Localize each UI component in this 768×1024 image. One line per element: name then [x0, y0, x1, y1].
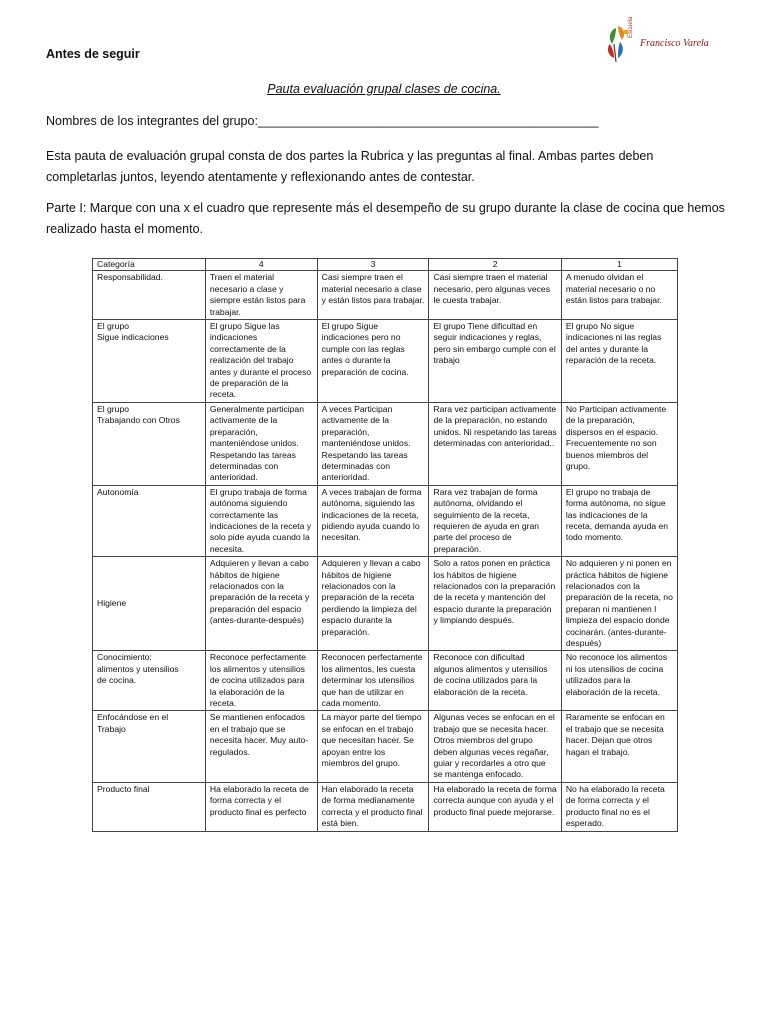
rubric-cell[interactable]: No reconoce los alimentos ni los utensilios de cocina utilizados para la elaboración de la receta.: [561, 651, 677, 711]
category-line: Sigue indicaciones: [97, 332, 169, 343]
row-category: [93, 651, 206, 711]
group-names-line: Nombres de los integrantes del grupo:_________________________________________________: [46, 114, 599, 128]
category-line: de cocina.: [97, 675, 137, 686]
header-category: Categoría: [93, 259, 206, 271]
rubric-cell[interactable]: Reconocen perfectamente los alimentos, les cuesta determinar los utensilios que han de utilizar en cada momento.: [317, 651, 429, 711]
rubric-cell[interactable]: Adquieren y llevan a cabo hábitos de higiene relacionados con la preparación de la receta y preparación del espacio (antes-durante-después): [205, 557, 317, 651]
header-score-4: 4: [205, 259, 317, 271]
rubric-cell[interactable]: Ha elaborado la receta de forma correcta y el producto final es perfecto: [205, 782, 317, 831]
intro-paragraph: Esta pauta de evaluación grupal consta de dos partes la Rubrica y las preguntas al final. Ambas partes deben completarlas juntos, leyendo atentamente y reflexionando antes de contestar.: [46, 149, 654, 184]
row-category: [93, 271, 206, 320]
table-row: [93, 711, 678, 782]
rubric-cell[interactable]: El grupo Sigue indicaciones pero no cumple con las reglas antes o durante la preparación de cocina.: [317, 320, 429, 403]
category-line: El grupo: [97, 403, 130, 414]
table-row: [93, 782, 678, 831]
rubric-table: [92, 258, 678, 832]
rubric-cell[interactable]: Adquieren y llevan a cabo hábitos de higiene relacionados con la preparación de la receta perdiendo la limpieza del espacio durante la preparación.: [317, 557, 429, 651]
table-row: [93, 271, 678, 320]
rubric-cell[interactable]: El grupo Tiene dificultad en seguir indicaciones y reglas, pero sin embargo cumple con el trabajo: [429, 320, 561, 403]
rubric-cell[interactable]: Generalmente participan activamente de la preparación, manteniéndose unidos. Respetando las tareas determinadas con anterioridad.: [205, 402, 317, 485]
rubric-cell[interactable]: Reconoce perfectamente los alimentos y utensilios de cocina utilizados para la elaboración de la receta.: [205, 651, 317, 711]
rubric-cell[interactable]: Casi siempre traen el material necesario a clase y están listos para trabajar.: [317, 271, 429, 320]
category-line: alimentos y utensilios: [97, 663, 179, 674]
section-heading: Antes de seguir: [46, 47, 140, 61]
row-category: [93, 402, 206, 485]
category-line: Conocimiento:: [97, 652, 152, 663]
rubric-cell[interactable]: El grupo no trabaja de forma autónoma, no sigue las indicaciones de la receta, demanda ayuda en todo momento.: [561, 485, 677, 556]
header-score-1: 1: [561, 259, 677, 271]
row-category: [93, 320, 206, 403]
rubric-cell[interactable]: Ha elaborado la receta de forma correcta aunque con ayuda y el producto final puede mejorarse.: [429, 782, 561, 831]
rubric-cell[interactable]: A menudo olvidan el material necesario o no están listos para trabajar.: [561, 271, 677, 320]
logo-small-text: Escuela: [628, 16, 634, 38]
rubric-cell[interactable]: No Participan activamente de la preparación, dispersos en el espacio. Frecuentemente no son buenos miembros del grupo.: [561, 402, 677, 485]
table-row: [93, 485, 678, 556]
rubric-header-row: [93, 259, 678, 271]
page-title: Pauta evaluación grupal clases de cocina.: [267, 82, 501, 96]
header-score-3: 3: [317, 259, 429, 271]
rubric-cell[interactable]: A veces trabajan de forma autónoma, siguiendo las indicaciones de la receta, pidiendo ayuda cuando lo necesitan.: [317, 485, 429, 556]
table-row: [93, 320, 678, 403]
rubric-cell[interactable]: Traen el material necesario a clase y siempre están listos para trabajar.: [205, 271, 317, 320]
rubric-cell[interactable]: Reconoce con dificultad algunos alimentos y utensilios de cocina utilizados para la elaboración de la receta.: [429, 651, 561, 711]
table-row: [93, 402, 678, 485]
category-line: Trabajando con Otros: [97, 415, 180, 426]
part-one-instructions: Parte I: Marque con una x el cuadro que represente más el desempeño de su grupo durante la clase de cocina que hemos realizado hasta el momento.: [46, 201, 725, 236]
category-line: Producto final: [97, 783, 150, 794]
row-category: [93, 485, 206, 556]
row-category: [93, 557, 206, 651]
rubric-cell[interactable]: Algunas veces se enfocan en el trabajo que se necesita hacer. Otros miembros del grupo deben algunas veces regañar, guiar y recordarles a otro que se mantenga enfocado.: [429, 711, 561, 782]
rubric-cell[interactable]: Han elaborado la receta de forma medianamente correcta y el producto final está bien.: [317, 782, 429, 831]
rubric-cell[interactable]: No adquieren y ni ponen en práctica hábitos de higiene relacionados con la preparación de la receta, no preparan ni mantienen l limpieza del espacio donde cocinarán. (antes-durante-después): [561, 557, 677, 651]
row-category: [93, 782, 206, 831]
rubric-cell[interactable]: Raramente se enfocan en el trabajo que se necesita hacer. Dejan que otros hagan el trabajo.: [561, 711, 677, 782]
logo-name-text: Francisco Varela: [640, 38, 709, 49]
header-score-2: 2: [429, 259, 561, 271]
category-line: Higiene: [97, 598, 127, 609]
rubric-cell[interactable]: Se mantienen enfocados en el trabajo que se necesita hacer. Muy auto-regulados.: [205, 711, 317, 782]
category-line: Autonomía: [97, 486, 139, 497]
rubric-cell[interactable]: Rara vez trabajan de forma autónoma, olvidando el seguimiento de la receta, requieren de ayuda en gran parte del proceso de preparación.: [429, 485, 561, 556]
rubric-cell[interactable]: Rara vez participan activamente de la preparación, no estando unidos. Ni respetando las tareas determinadas con anterioridad..: [429, 402, 561, 485]
rubric-cell[interactable]: Solo a ratos ponen en práctica los hábitos de higiene relacionados con la preparación de la receta y mantención del espacio durante la preparación y limpiando después.: [429, 557, 561, 651]
rubric-cell[interactable]: El grupo Sigue las indicaciones correctamente de la realización del trabajo antes y durante el proceso de preparación de la receta.: [205, 320, 317, 403]
rubric-cell[interactable]: A veces Participan activamente de la preparación, manteniéndose unidos. Respetando las tareas determinadas con anterioridad.: [317, 402, 429, 485]
rubric-cell[interactable]: El grupo No sigue indicaciones ni las reglas del antes y durante la reparación de la receta.: [561, 320, 677, 403]
category-line: Trabajo: [97, 723, 126, 734]
row-category: [93, 711, 206, 782]
category-line: El grupo: [97, 321, 130, 332]
rubric-cell[interactable]: La mayor parte del tiempo se enfocan en el trabajo que necesitan hacer. Se apoyan entre los miembros del grupo.: [317, 711, 429, 782]
rubric-cell[interactable]: El grupo trabaja de forma autónoma siguiendo correctamente las indicaciones de la receta y solo pide ayuda cuando la necesita.: [205, 485, 317, 556]
table-row: [93, 651, 678, 711]
category-line: Responsabilidad.: [97, 272, 163, 283]
rubric-cell[interactable]: Casi siempre traen el material necesario, pero algunas veces le cuesta trabajar.: [429, 271, 561, 320]
category-line: Enfocándose en el: [97, 712, 169, 723]
table-row: [93, 557, 678, 651]
rubric-cell[interactable]: No ha elaborado la receta de forma correcta y el producto final no es el esperado.: [561, 782, 677, 831]
